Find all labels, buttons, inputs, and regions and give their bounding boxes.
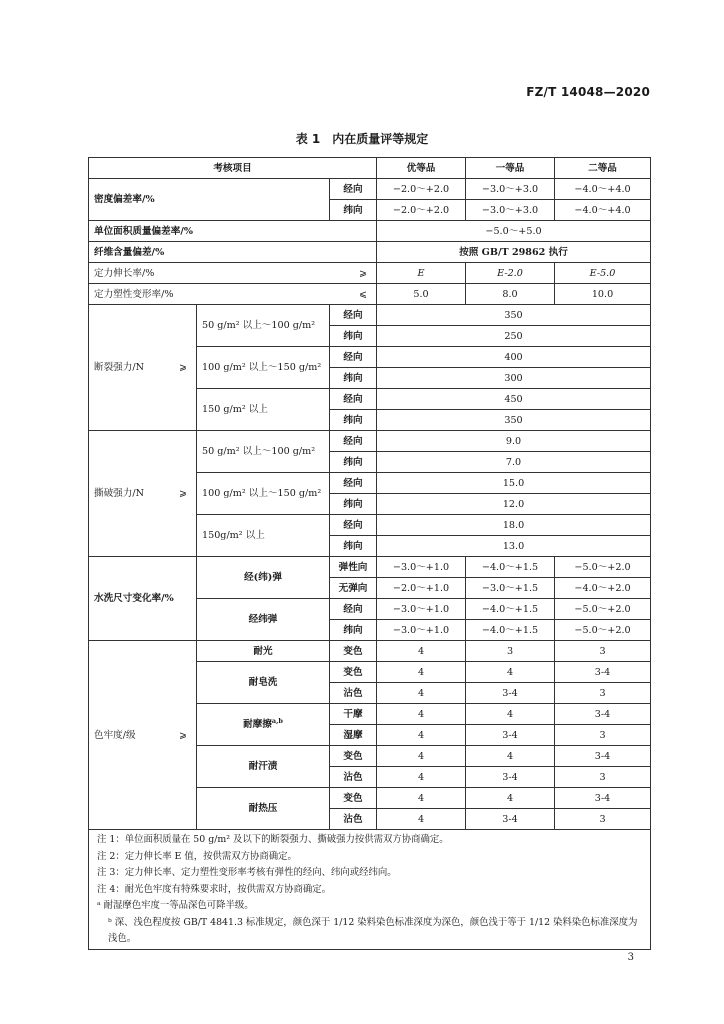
header-item: 考核项目 [89,158,377,179]
header-grade-2: 一等品 [466,158,555,179]
value-grade-3: 3 [555,767,651,788]
strength-value: 9.0 [377,431,651,452]
direction-cell: 经向 [330,599,377,620]
direction-cell: 变色 [330,788,377,809]
direction-cell: 纬向 [330,536,377,557]
value-grade-3: 3 [555,725,651,746]
value-grade-1: 4 [377,767,466,788]
direction-cell: 变色 [330,641,377,662]
mass-range-cell: 150g/m² 以上 [197,515,330,557]
breaking-strength-symbol: ⩾ [178,362,187,373]
mass-range-cell: 50 g/m² 以上～100 g/m² [197,305,330,347]
breaking-strength [89,305,197,431]
direction-cell: 纬向 [330,410,377,431]
color-fastness-label: 色牢度/级 [94,729,136,741]
value-grade-2: 3 [466,641,555,662]
value-grade-2: 3-4 [466,767,555,788]
value-grade-3: −4.0～+4.0 [555,179,651,200]
standard-code: FZ/T 14048—2020 [526,85,650,99]
strength-value: 300 [377,368,651,389]
value-grade-1: 4 [377,746,466,767]
direction-cell: 经向 [330,179,377,200]
direction-cell: 经向 [330,431,377,452]
plastic-deformation-symbol: ⩽ [358,288,367,300]
direction-cell: 无弹向 [330,578,377,599]
direction-cell: 变色 [330,662,377,683]
area-mass-label: 单位面积质量偏差率/% [89,221,377,242]
value-grade-1: 4 [377,725,466,746]
quality-grading-table [88,157,651,950]
value-grade-1: 4 [377,683,466,704]
plastic-row [89,284,651,305]
value-grade-2: −3.0～+1.5 [466,578,555,599]
value-grade-2: 4 [466,788,555,809]
fastness-type-light: 耐光 [197,641,330,662]
tearing-strength-wrap [94,488,193,499]
strength-value: 400 [377,347,651,368]
direction-cell: 变色 [330,746,377,767]
notes-cell [89,830,651,950]
tearing-strength-symbol: ⩾ [178,488,187,499]
value-grade-3: −5.0～+2.0 [555,557,651,578]
breaking-row [89,305,651,326]
fastness-type-cell [197,788,330,830]
value-grade-1: 4 [377,662,466,683]
elongation-row [89,263,651,284]
fiber-label: 纤维含量偏差/% [89,242,377,263]
mass-range-cell: 100 g/m² 以上～150 g/m² [197,347,330,389]
value-grade-3: 3 [555,809,651,830]
direction-cell: 纬向 [330,494,377,515]
strength-value: 12.0 [377,494,651,515]
value-grade-1: 4 [377,788,466,809]
elastic-type-cell: 经(纬)弹 [197,557,330,599]
footnote-b: ᵇ 深、浅色程度按 GB/T 4841.3 标准规定，颜色深于 1/12 染料染色标准深度为深色，颜色浅于等于 1/12 染料染色标准深度为浅色。 [108,916,638,944]
value-grade-1: −3.0～+1.0 [377,620,466,641]
note-4: 注 4：耐光色牢度有特殊要求时，按供需双方协商确定。 [97,883,331,895]
wash-label: 水洗尺寸变化率/% [89,557,197,641]
footnote-marker: a,b [271,716,283,725]
mass-range-cell: 150 g/m² 以上 [197,389,330,431]
direction-cell: 沾色 [330,683,377,704]
fastness-type-label: 耐汗渍 [248,761,278,772]
value-grade-2: 4 [466,662,555,683]
header-grade-3: 二等品 [555,158,651,179]
elongation-wrap [94,268,373,279]
value-grade-1: 4 [377,641,466,662]
value-grade-2: 3-4 [466,683,555,704]
value-grade-2: −3.0～+3.0 [466,200,555,221]
area-mass-row [89,221,651,242]
value-grade-2: 4 [466,704,555,725]
direction-cell: 纬向 [330,368,377,389]
fastness-type-cell [197,662,330,704]
fastness-type-label: 耐摩擦 [243,719,272,730]
header-row [89,158,651,179]
direction-cell: 沾色 [330,767,377,788]
header-grade-1: 优等品 [377,158,466,179]
value-grade-2: 3-4 [466,725,555,746]
value-grade-1: 5.0 [377,284,466,305]
direction-cell: 经向 [330,347,377,368]
plastic-deformation-wrap [94,289,373,300]
strength-value: 450 [377,389,651,410]
direction-cell: 经向 [330,389,377,410]
mass-range-cell: 100 g/m² 以上～150 g/m² [197,473,330,515]
strength-value: 7.0 [377,452,651,473]
value-grade-1: −2.0～+2.0 [377,200,466,221]
tearing-strength [89,431,197,557]
value-grade-1: 4 [377,704,466,725]
elongation [89,263,377,284]
fastness-type-cell [197,746,330,788]
note-3: 注 3：定力伸长率、定力塑性变形率考核有弹性的经向、纬向或经纬向。 [97,867,397,878]
breaking-strength-label: 断裂强力/N [94,362,145,373]
value-grade-3: −4.0～+4.0 [555,200,651,221]
value-grade-3: −5.0～+2.0 [555,599,651,620]
plastic-deformation-label: 定力塑性变形率/% [94,288,174,300]
value-grade-3: −5.0～+2.0 [555,620,651,641]
direction-cell: 纬向 [330,452,377,473]
value-grade-2: −4.0～+1.5 [466,599,555,620]
note-2: 注 2：定力伸长率 E 值，按供需双方协商确定。 [97,850,297,862]
value-grade-2: 3-4 [466,809,555,830]
direction-cell: 湿摩 [330,725,377,746]
fastness-type-cell [197,704,330,746]
strength-value: 350 [377,305,651,326]
value-grade-1: −3.0～+1.0 [377,557,466,578]
breaking-strength-wrap [94,362,193,373]
value-grade-2: −4.0～+1.5 [466,557,555,578]
value-grade-3: 3-4 [555,662,651,683]
note-1: 注 1：单位面积质量在 50 g/m² 及以下的断裂强力、撕破强力按供需双方协商确定。 [97,834,449,845]
direction-cell: 纬向 [330,620,377,641]
value-grade-1: −2.0～+1.0 [377,578,466,599]
value-grade-3: 3-4 [555,746,651,767]
tearing-strength-label: 撕破强力/N [94,488,145,499]
value-grade-3: 3 [555,683,651,704]
elongation-symbol: ⩾ [358,267,367,279]
fiber-row [89,242,651,263]
mass-range-cell: 50 g/m² 以上～100 g/m² [197,431,330,473]
direction-cell: 干摩 [330,704,377,725]
tearing-row [89,431,651,452]
value-grade-2: 8.0 [466,284,555,305]
value-grade-2: −3.0～+3.0 [466,179,555,200]
value-grade-1: −2.0～+2.0 [377,179,466,200]
direction-cell: 经向 [330,473,377,494]
fastness-type-label: 耐皂洗 [248,677,278,688]
value-grade-3: −4.0～+2.0 [555,578,651,599]
color-fastness [89,641,197,830]
value-grade-2: 4 [466,746,555,767]
color-fastness-symbol: ⩾ [178,729,187,741]
direction-cell: 弹性向 [330,557,377,578]
direction-cell: 纬向 [330,200,377,221]
value-grade-3: 3-4 [555,788,651,809]
footnote-a: ᵃ 耐湿摩色牢度一等品深色可降半级。 [97,900,254,911]
value-grade-3: 3-4 [555,704,651,725]
strength-value: 250 [377,326,651,347]
strength-value: 13.0 [377,536,651,557]
elastic-type-cell: 经纬弹 [197,599,330,641]
direction-cell: 经向 [330,515,377,536]
plastic-deformation [89,284,377,305]
fastness-type-label: 耐热压 [248,803,278,814]
value-grade-1: −3.0～+1.0 [377,599,466,620]
direction-cell: 纬向 [330,326,377,347]
density-label: 密度偏差率/% [89,179,330,221]
page-number: 3 [627,952,634,963]
notes-row [89,830,651,950]
strength-value: 15.0 [377,473,651,494]
elongation-label: 定力伸长率/% [94,267,155,279]
fastness-row [89,641,651,662]
strength-value: 18.0 [377,515,651,536]
color-fastness-wrap [94,730,193,741]
strength-value: 350 [377,410,651,431]
wash-row [89,557,651,578]
value-grade-2: E-2.0 [466,263,555,284]
value-grade-3: 10.0 [555,284,651,305]
direction-cell: 沾色 [330,809,377,830]
fiber-value: 按照 GB/T 29862 执行 [377,242,651,263]
density-row [89,179,651,200]
value-grade-2: −4.0～+1.5 [466,620,555,641]
value-grade-3: 3 [555,641,651,662]
table-title: 表 1 内在质量评等规定 [295,132,429,146]
area-mass-value: −5.0～+5.0 [377,221,651,242]
direction-cell: 经向 [330,305,377,326]
value-grade-3: E-5.0 [555,263,651,284]
value-grade-1: 4 [377,809,466,830]
value-grade-1: E [377,263,466,284]
